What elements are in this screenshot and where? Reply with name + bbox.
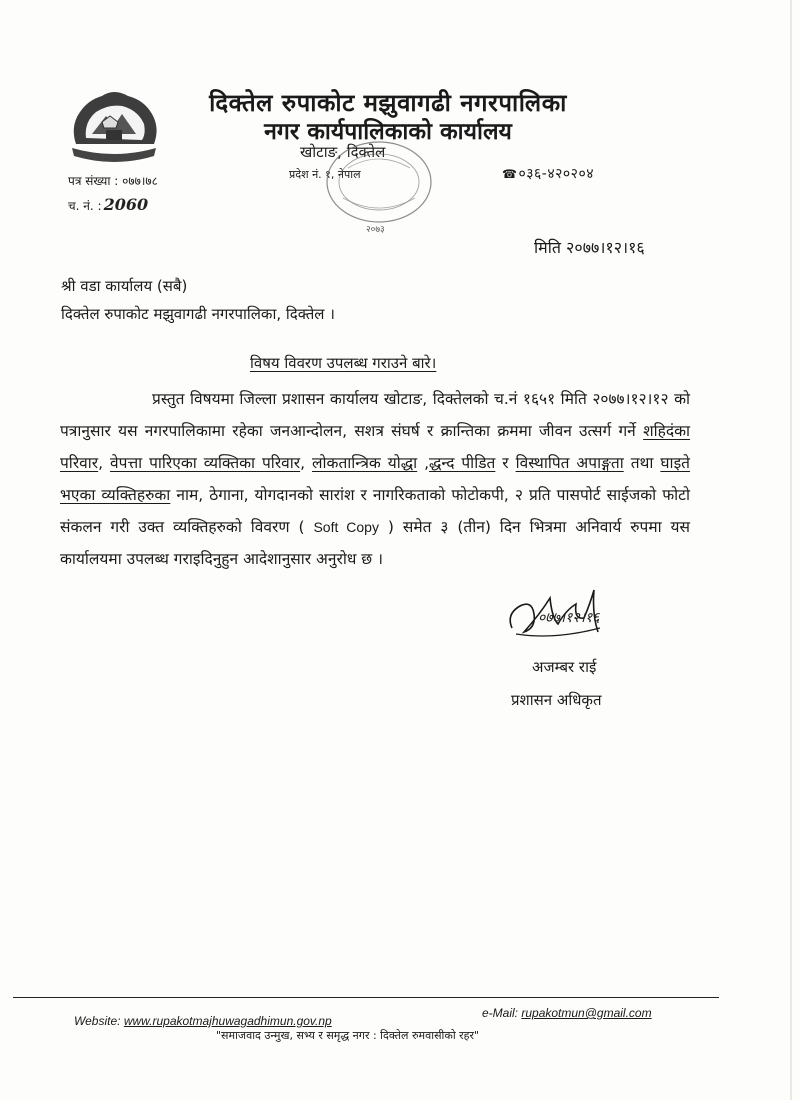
signature-date: ०७७।१२।१६	[538, 610, 600, 626]
underlined-term: वेपत्ता पारिएका व्यक्तिका परिवार	[110, 454, 301, 472]
website-link[interactable]: www.rupakotmajhuwagadhimun.gov.np	[123, 1014, 332, 1028]
underlined-term: द्धन्द पीडित	[429, 454, 496, 472]
phone-number: ☎०३६-४२०२०४	[502, 166, 595, 182]
recipient-line-1: श्री वडा कार्यालय (सबै)	[61, 277, 188, 295]
province-line: प्रदेश नं. १, नेपाल	[289, 168, 361, 181]
underlined-term: शहिदंका परिवार	[60, 422, 690, 472]
footer-email: e-Mail: rupakotmun@gmail.com	[482, 1006, 652, 1020]
organization-name: दिक्तेल रुपाकोट मझुवागढी नगरपालिका	[209, 89, 567, 117]
footer-website: Website: www.rupakotmajhuwagadhimun.gov.np	[74, 1014, 332, 1028]
reference-number: पत्र संख्या : ०७७।७८	[68, 174, 158, 188]
telephone-icon: ☎	[502, 167, 518, 181]
office-name: नगर कार्यपालिकाको कार्यालय	[264, 119, 512, 145]
recipient-line-2: दिक्तेल रुपाकोट मझुवागढी नगरपालिका, दिक्तेल ।	[61, 305, 335, 323]
underlined-term: लोकतान्त्रिक योद्धा	[312, 454, 418, 472]
letter-body: प्रस्तुत विषयमा जिल्ला प्रशासन कार्यालय खोटाङ, दिक्तेलको च.नं १६५१ मिति २०७७।१२।१२ को पत्रानुसार यस नगरपालिकामा रहेका जनआन्दोलन, सशत्र संघर्ष र क्रान्तिका क्रममा जीवन उत्सर्ग गर्ने शहिदंका परिवार, वेपत्ता पारिएका व्यक्तिका परिवार, लोकतान्त्रिक योद्धा ,द्धन्द पीडित र विस्थापित अपाङ्गता तथा घाइते भएका व्यक्तिहरुका नाम, ठेगाना, योगदानको सारांश र नागरिकताको फोटोकपी, २ प्रति पासपोर्ट साईजको फोटो संकलन गरी उक्त व्यक्तिहरुको विवरण ( Soft Copy ) समेत ३ (तीन) दिन भित्रमा अनिवार्य रुपमा यस कार्यालयमा उपलब्ध गराइदिनुहुन आदेशानुसार अनुरोध छ ।	[60, 390, 691, 568]
page-edge	[790, 0, 792, 1100]
address-line: खोटाङ, दिक्तेल	[300, 143, 386, 161]
soft-copy-label: Soft Copy	[313, 519, 379, 535]
footer-divider	[13, 997, 719, 998]
email-link[interactable]: rupakotmun@gmail.com	[521, 1006, 652, 1020]
government-emblem-icon	[66, 86, 162, 168]
stamp-year: २०७३	[366, 225, 385, 235]
underlined-term: विस्थापित अपाङ्गता	[515, 454, 624, 472]
signatory-title: प्रशासन अधिकृत	[511, 691, 602, 709]
dispatch-number-handwritten: 2060	[103, 195, 149, 214]
dispatch-number: च. नं. : 2060	[68, 195, 149, 214]
underlined-term: घाइते भएका व्यक्तिहरुका	[60, 454, 691, 504]
subject-line: विषय विवरण उपलब्ध गराउने बारे।	[250, 354, 437, 372]
letter-date: मिति २०७७।१२।१६	[534, 238, 645, 257]
signatory-name: अजम्बर राई	[532, 658, 597, 676]
footer-slogan: "समाजवाद उन्मुख, सभ्य र समृद्ध नगर : दिक्तेल रुमवासीको रहर"	[216, 1029, 480, 1042]
